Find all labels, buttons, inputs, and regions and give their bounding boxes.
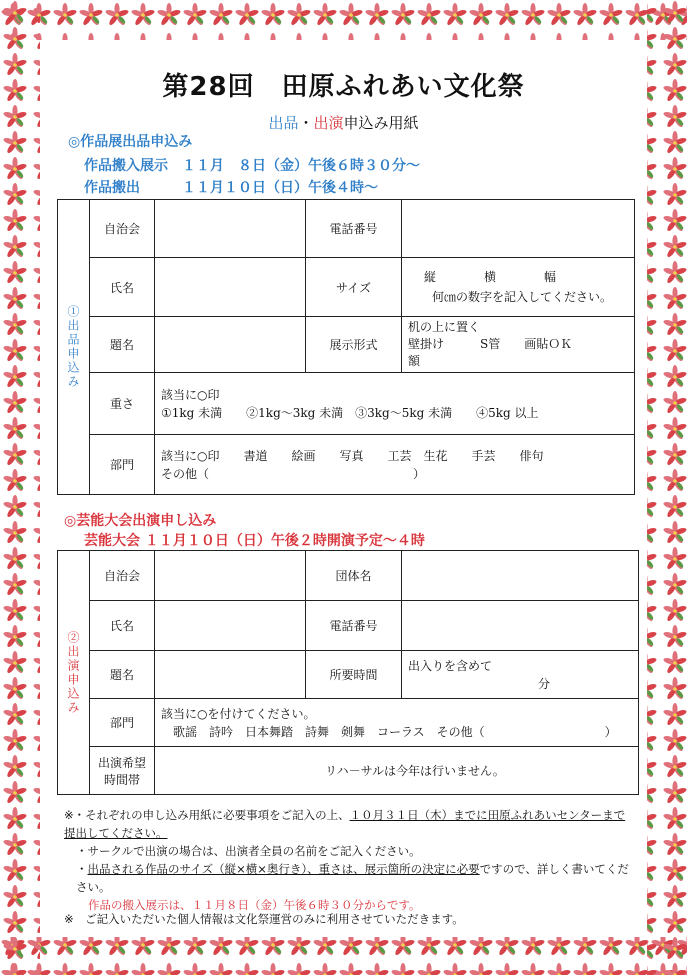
- label-weight: 重さ: [90, 373, 155, 435]
- exhibit-side-label: [58, 200, 90, 495]
- exhibit-form-table: [57, 199, 635, 495]
- label-title: 題名: [90, 317, 155, 373]
- subtitle-perform: 出演: [313, 114, 344, 132]
- field-category[interactable]: [155, 435, 635, 495]
- exhibit-pickup-time: 作品搬出 １１月１０日（日）午後４時～: [84, 180, 378, 196]
- note-circle: ・サークルで出演の場合は、出演者全員の名前をご記入ください。: [76, 844, 421, 858]
- note-size: ・出品される作品のサイズ（縦×横×奥行き）、重さは、展示箇所の決定に必要ですので、詳しく書いてください。: [76, 862, 629, 894]
- weight-options: ①1kg 未満 ②1kg～3kg 未満 ③3kg～5kg 未満 ④5kg 以上: [161, 405, 539, 420]
- field-perf-title[interactable]: [155, 651, 306, 699]
- weight-note: 該当に○印: [161, 387, 220, 402]
- performance-time: 芸能大会 １１月１０日（日）午後２時開演予定～４時: [84, 533, 425, 549]
- performance-side-text: ②出演申込み: [66, 630, 80, 715]
- size-note: 何㎝の数字を記入してください。: [432, 290, 613, 304]
- display-option-desk: 机の上に置く: [408, 320, 481, 334]
- field-perf-tel[interactable]: [402, 601, 639, 651]
- label-perf-name: 氏名: [90, 601, 155, 651]
- subtitle-dot: ・: [298, 114, 314, 132]
- performance-form-table: [57, 550, 639, 795]
- field-perf-category[interactable]: [155, 699, 639, 747]
- category-options: 該当に○印 書道 絵画 写真 工芸 生花 手芸 俳句: [161, 448, 544, 463]
- category-other: その他（ ）: [161, 466, 426, 481]
- label-duration: 所要時間: [306, 651, 402, 699]
- label-jichikai: 自治会: [90, 200, 155, 258]
- field-display[interactable]: [402, 317, 635, 373]
- exhibit-side-text: ①出品申込み: [66, 305, 80, 389]
- note-submit: ※・それぞれの申し込み用紙に必要事項をご記入の上、１０月３１日（木）までに田原ふれあいセンターまで提出してください。: [64, 808, 626, 840]
- subtitle-exhibit: 出品: [268, 114, 299, 132]
- duration-unit: 分: [538, 676, 551, 691]
- field-name[interactable]: [155, 258, 306, 317]
- field-jichikai[interactable]: [155, 200, 306, 258]
- duration-note: 出入りを含めて: [408, 658, 493, 673]
- size-dims: 縦 横 幅: [424, 270, 557, 284]
- exhibit-heading: ◎作品展出品申込み: [68, 134, 193, 150]
- field-group[interactable]: [402, 551, 639, 601]
- note-delivery: 作品の搬入展示は、１１月８日（金）午後６時３０分からです。: [88, 898, 421, 912]
- field-perf-name[interactable]: [155, 601, 306, 651]
- rehearsal-note: リハ－サルは今年は行いません。: [325, 764, 505, 778]
- label-size: サイズ: [306, 258, 402, 317]
- field-weight[interactable]: [155, 373, 635, 435]
- field-size[interactable]: [402, 258, 635, 317]
- label-perf-tel: 電話番号: [306, 601, 402, 651]
- label-perf-jichikai: 自治会: [90, 551, 155, 601]
- field-duration[interactable]: [402, 651, 639, 699]
- perf-category-options: 歌謡 詩吟 日本舞踏 詩舞 剣舞 コーラス その他（ ）: [173, 724, 617, 739]
- exhibit-delivery-time: 作品搬入展示 １１月 ８日（金）午後６時３０分～: [84, 158, 420, 174]
- label-name: 氏名: [90, 258, 155, 317]
- perf-category-note: 該当に○を付けてください。: [161, 706, 316, 721]
- label-perf-category: 部門: [90, 699, 155, 747]
- page-subtitle: [0, 112, 687, 133]
- label-category: 部門: [90, 435, 155, 495]
- label-tel: 電話番号: [306, 200, 402, 258]
- note-deadline: １０月３１日（木）までに田原ふれあいセンターまで提出してください。: [64, 808, 626, 840]
- notes-section: [64, 806, 634, 914]
- performance-side-label: [58, 551, 90, 795]
- display-option-wall: 壁掛け S管 画貼ＯＫ: [408, 337, 573, 351]
- label-time-pref: 出演希望 時間帯: [90, 747, 155, 795]
- privacy-note: ※ ご記入いただいた個人情報は文化祭運営のみに利用させていただきます。: [64, 912, 464, 926]
- field-perf-jichikai[interactable]: [155, 551, 306, 601]
- page-title: 第28回 田原ふれあい文化祭: [162, 72, 525, 102]
- label-display: 展示形式: [306, 317, 402, 373]
- label-perf-title: 題名: [90, 651, 155, 699]
- field-title[interactable]: [155, 317, 306, 373]
- subtitle-form: 申込み用紙: [343, 114, 419, 132]
- performance-heading: ◎芸能大会出演申し込み: [64, 513, 217, 529]
- field-tel[interactable]: [402, 200, 635, 258]
- display-option-frame: 額: [408, 354, 421, 368]
- field-time-pref[interactable]: [155, 747, 639, 795]
- label-group: 団体名: [306, 551, 402, 601]
